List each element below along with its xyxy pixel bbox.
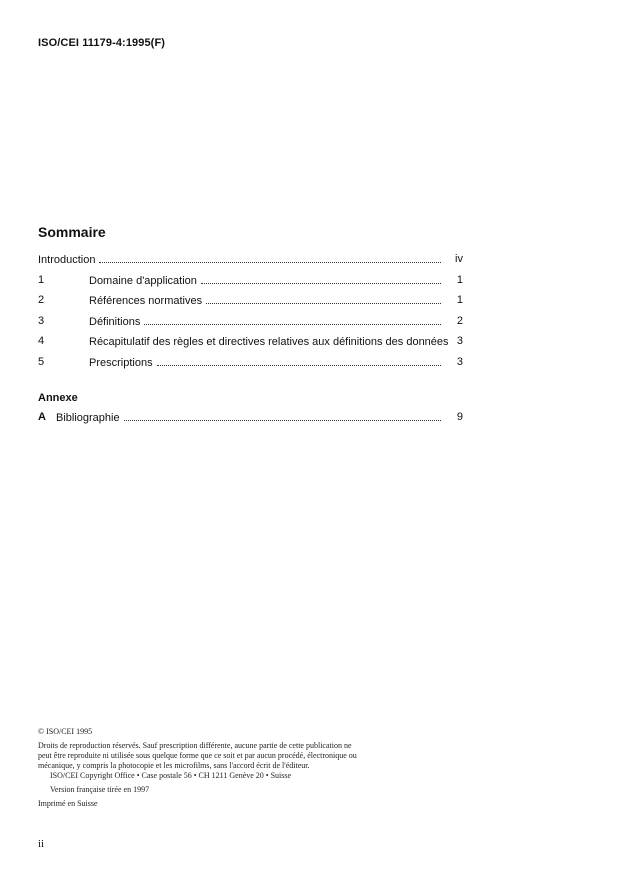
toc-entry-number: 2 — [38, 294, 45, 306]
toc-entry-label: Récapitulatif des règles et directives relatives aux définitions des données — [89, 336, 449, 348]
toc-entry-page: 1 — [456, 294, 463, 306]
document-identifier: ISO/CEI 11179-4:1995(F) — [38, 37, 166, 49]
toc-entry-number: 5 — [38, 356, 45, 368]
copyright-rights-text: peut être reproduite ni utilisée sous quelque forme que ce soit et par aucun procédé, électronique ou — [38, 751, 357, 760]
toc-leader-dots — [201, 274, 441, 284]
toc-entry-annex-a[interactable] — [38, 411, 463, 425]
copyright-rights-text: Droits de reproduction réservés. Sauf prescription différente, aucune partie de cette publication ne — [38, 741, 352, 750]
toc-leader-dots — [157, 356, 441, 366]
printed-in-note: Imprimé en Suisse — [38, 799, 98, 808]
copyright-office-address: ISO/CEI Copyright Office • Case postale 56 • CH 1211 Genève 20 • Suisse — [50, 771, 292, 780]
toc-entry-label: Introduction — [38, 254, 96, 266]
toc-entry-label: Références normatives — [89, 295, 203, 307]
toc-entry-2[interactable] — [38, 294, 463, 308]
toc-entry-5[interactable] — [38, 356, 463, 370]
toc-entry-introduction[interactable] — [38, 253, 463, 267]
copyright-line: © ISO/CEI 1995 — [38, 727, 93, 736]
toc-entry-number: A — [38, 411, 46, 423]
toc-entry-label: Bibliographie — [56, 412, 120, 424]
toc-entry-number: 3 — [38, 315, 45, 327]
toc-leader-dots — [144, 315, 441, 325]
toc-entry-label: Prescriptions — [89, 357, 153, 369]
toc-entry-number: 4 — [38, 335, 45, 347]
copyright-rights-text: mécanique, y compris la photocopie et les microfilms, sans l'accord écrit de l'éditeur. — [38, 761, 310, 770]
toc-entry-page: iv — [455, 253, 463, 265]
toc-entry-1[interactable] — [38, 274, 463, 288]
toc-entry-page: 1 — [456, 274, 463, 286]
page-number: ii — [38, 838, 45, 850]
toc-entry-page: 3 — [456, 335, 463, 347]
annex-heading: Annexe — [38, 392, 78, 404]
toc-title: Sommaire — [38, 224, 106, 240]
toc-leader-dots — [99, 253, 441, 263]
toc-leader-dots — [206, 294, 441, 304]
toc-entry-page: 2 — [456, 315, 463, 327]
toc-leader-dots — [124, 411, 441, 421]
toc-entry-number: 1 — [38, 274, 45, 286]
toc-entry-page: 9 — [456, 411, 463, 423]
toc-entry-3[interactable] — [38, 315, 463, 329]
print-version-note: Version française tirée en 1997 — [50, 785, 150, 794]
toc-entry-label: Domaine d'application — [89, 275, 197, 287]
toc-entry-label: Définitions — [89, 316, 141, 328]
toc-entry-4[interactable] — [38, 335, 463, 349]
toc-entry-page: 3 — [456, 356, 463, 368]
copyright-notice — [38, 727, 398, 809]
